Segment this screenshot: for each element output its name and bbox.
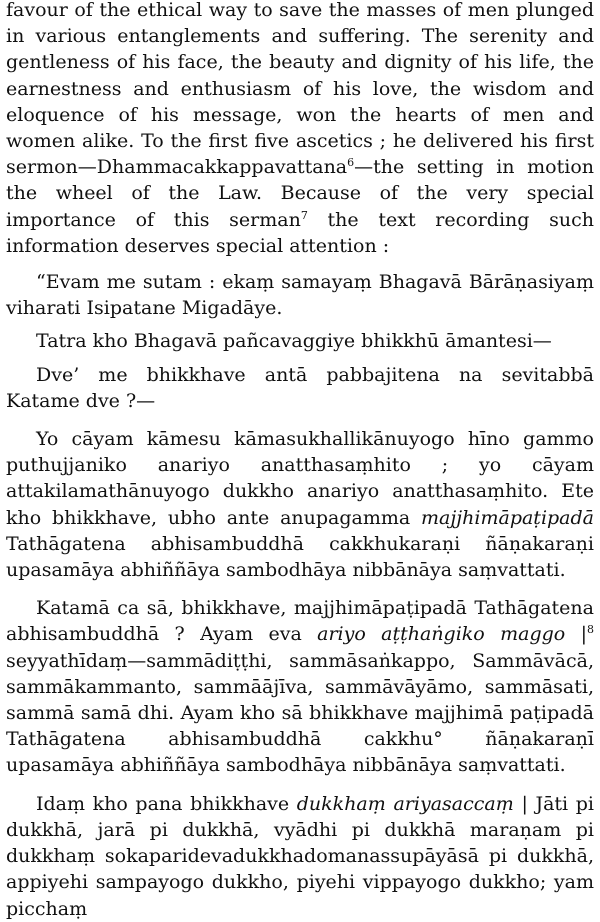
footnote-marker: 6: [347, 156, 355, 170]
text-run: Tathāgatena abhisambuddhā cakkhukaraṇi ñāṇakaraṇi upasamāya abhiññāya sambodhāya nibbānāya saṃvattati.: [6, 532, 594, 582]
text-run: |: [565, 623, 587, 646]
paragraph-intro: [6, 0, 594, 259]
paragraph-pali-address: [6, 328, 594, 354]
text-run: seyyathīdaṃ—sammādiṭṭhi, sammāsaṅkappo, Sammāvācā, sammākammanto, sammāājīva, sammāvāyāmo, sammāsati, sammā samā dhi. Ayam kho sā bhikkhave majjhimā paṭipadā Tathāgatena abhisambuddhā cakkhu° ñāṇakaraṇī upasamāya abhiññāya sambodhāya nibbānāya saṃvattati.: [6, 649, 594, 777]
text-run: Dve’ me bhikkhave antā pabbajitena na sevitabbā Katame dve ?—: [6, 363, 594, 412]
footnote-marker: 8: [586, 623, 594, 637]
paragraph-pali-opening: [6, 269, 594, 321]
paragraph-pali-suffering: [6, 791, 594, 922]
text-run: favour of the ethical way to save the masses of men plunged in various entanglements and suffering. The serenity and gentleness of his face, the beauty and dignity of his life, the earnestness and enthusiasm of his love, the wisdom and eloquence of his message, won the hearts of men and women alike. To the first five ascetics ; he delivered his first sermon—Dhammacakkappavattana: [6, 0, 594, 179]
text-run: | Jāti pi dukkhā, jarā pi dukkhā, vyādhi pi dukkhā maraṇam pi dukkhaṃ sokaparidevadukkhadomanassupāyāsā pi dukkhā, appiyehi sampayogo dukkho, piyehi vippayogo dukkho; yam picchaṃ: [6, 792, 594, 920]
paragraph-pali-middle-way: [6, 426, 594, 583]
text-run: Idaṃ kho pana bhikkhave: [36, 792, 297, 815]
text-run: Katamā ca sā, bhikkhave, majjhimāpaṭipadā Tathāgatena abhisambuddhā ? Ayam eva: [6, 597, 594, 646]
paragraph-pali-two-extremes: [6, 362, 594, 414]
text-run: “Evam me sutam : ekaṃ samayaṃ Bhagavā Bārāṇasiyaṃ viharati Isipatane Migadāye.: [6, 271, 594, 320]
italic-term: ariyo aṭṭhaṅgiko maggo: [317, 623, 566, 646]
paragraph-pali-eightfold-path: [6, 595, 594, 778]
text-run: the text recording such information deserves special attention :: [6, 208, 595, 257]
footnote-marker: 7: [300, 208, 308, 222]
italic-term: dukkhaṃ ariyasaccaṃ: [296, 792, 514, 815]
text-run: —the setting in motion the wheel of the Law. Because of the very special importance of this serman: [6, 156, 594, 231]
text-run: Yo cāyam kāmesu kāmasukhallikānuyogo hīno gammo puthujjaniko anariyo anatthasaṃhito ; yo cāyam attakilamathānuyogo dukkho anariyo anatthasaṃhito. Ete kho bhikkhave, ubho ante anupagamma: [6, 428, 594, 529]
italic-term: majjhimāpaṭipadā: [421, 506, 594, 529]
text-run: Tatra kho Bhagavā pañcavaggiye bhikkhū āmantesi—: [36, 330, 552, 353]
